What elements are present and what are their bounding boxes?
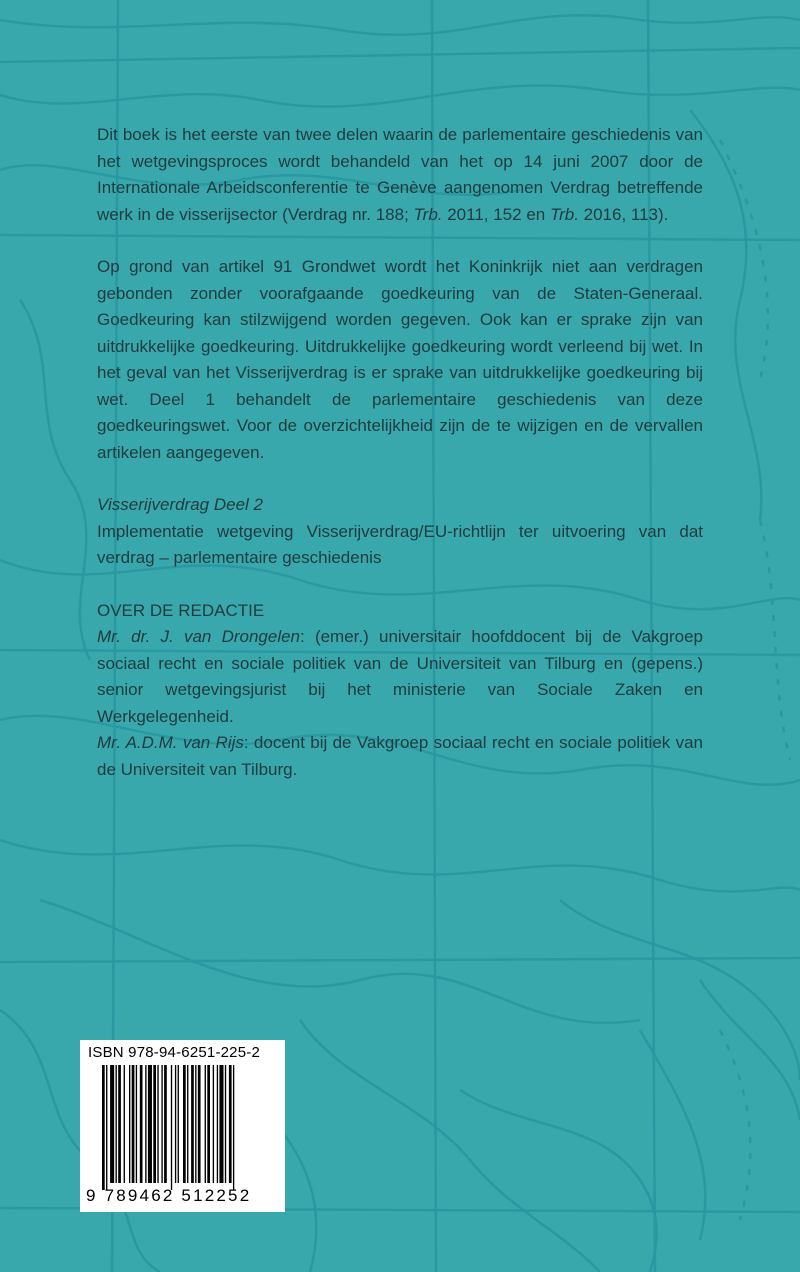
approval-paragraph: Op grond van artikel 91 Grondwet wordt het Koninkrijk niet aan verdragen gebonden zonder voorafgaande goedkeuring van de Staten-Generaal. Goedkeuring kan stilzwijgend worden gegeven. Ook kan er sprake zijn van uitdrukkelijke goedkeuring. Uitdrukkelijke goedkeuring wordt verleend bij wet. In het geval van het Visserijverdrag is er sprake van uitdrukkelijke goedkeuring bij wet. Deel 1 behandelt de parlementaire geschiedenis van deze goedkeuringswet. Voor de overzichtelijkheid zijn de te wijzigen en de vervallen artikelen aangegeven. xyxy=(97,257,703,462)
barcode-bar xyxy=(191,1065,194,1183)
editor-2-name: Mr. A.D.M. van Rijs xyxy=(97,733,244,752)
barcode-bar xyxy=(219,1065,223,1183)
barcode-bar xyxy=(198,1065,201,1183)
barcode-bar xyxy=(207,1065,210,1183)
editor-1-text: : (emer.) universitair hoofddocent bij de Vakgroep sociaal recht en sociale politiek van de Universiteit van Tilburg en (gepens.) senior wetgevingsjurist bij het ministerie van Sociale Zaken en Werkgelegenheid. xyxy=(97,627,704,726)
barcode-bar xyxy=(132,1065,135,1183)
barcode-bar xyxy=(217,1065,218,1183)
barcode-bar xyxy=(229,1065,232,1183)
barcode-bar xyxy=(153,1065,156,1183)
editor-2-text: : docent bij de Vakgroep sociaal recht en sociale politiek van de Universiteit van Tilburg. xyxy=(97,733,703,779)
barcode-bar xyxy=(187,1065,188,1183)
barcode-bar xyxy=(161,1065,162,1183)
barcode-bar xyxy=(164,1065,167,1183)
deel2-description: Implementatie wetgeving Visserijverdrag/EU-richtlijn ter uitvoering van dat verdrag – parlementaire geschiedenis xyxy=(97,521,703,567)
barcode-bar xyxy=(136,1065,137,1183)
barcode-bars xyxy=(102,1065,278,1190)
barcode-bar xyxy=(175,1065,176,1183)
barcode-bar xyxy=(213,1065,214,1183)
barcode-bar xyxy=(118,1065,121,1183)
barcode-bar xyxy=(205,1065,206,1183)
isbn-barcode xyxy=(80,1040,285,1212)
editor-1-name: Mr. dr. J. van Drongelen xyxy=(97,627,301,646)
redactie-heading: OVER DE REDACTIE xyxy=(97,600,265,620)
barcode-bar xyxy=(171,1065,172,1190)
intro-text-c: 2016, 113). xyxy=(578,204,669,224)
barcode-bar xyxy=(225,1065,226,1183)
intro-trb-1: Trb. xyxy=(413,204,443,224)
barcode-bar xyxy=(102,1065,105,1190)
isbn-label: ISBN 978-94-6251-225-2 xyxy=(88,1044,261,1061)
intro-paragraph xyxy=(97,122,703,228)
intro-text-a: Dit boek is het eerste van twee delen waarin de parlementaire geschiedenis van het wetgevingsproces wordt behandeld van het op 14 juni 2007 door de Internationale Arbeidsconferentie te Genève aangenomen Verdrag betreffende werk in de visserijsector (Verdrag nr. 188; xyxy=(97,125,703,224)
back-cover-text xyxy=(97,122,703,783)
deel2-title xyxy=(97,492,703,519)
intro-trb-2: Trb. xyxy=(549,204,579,224)
barcode-bar xyxy=(148,1065,152,1183)
deel2-title-text: Visserijverdrag Deel 2 xyxy=(97,495,263,514)
barcode-bar xyxy=(145,1065,146,1183)
barcode-bar xyxy=(140,1065,143,1183)
barcode-bar xyxy=(183,1065,186,1183)
barcode-digits: 9 789462 512252 xyxy=(86,1186,252,1205)
editor-2 xyxy=(97,730,703,783)
barcode-bar xyxy=(110,1065,114,1183)
barcode-bar xyxy=(178,1065,179,1183)
barcode-bar xyxy=(233,1065,234,1190)
barcode-bar xyxy=(195,1065,196,1183)
barcode-bar xyxy=(124,1065,125,1183)
barcode-bar xyxy=(129,1065,130,1183)
editor-1 xyxy=(97,624,703,730)
barcode-bar xyxy=(157,1065,158,1183)
barcode-bar xyxy=(106,1065,107,1190)
intro-text-b: 2011, 152 en xyxy=(442,204,550,224)
barcode-bar xyxy=(116,1065,117,1183)
